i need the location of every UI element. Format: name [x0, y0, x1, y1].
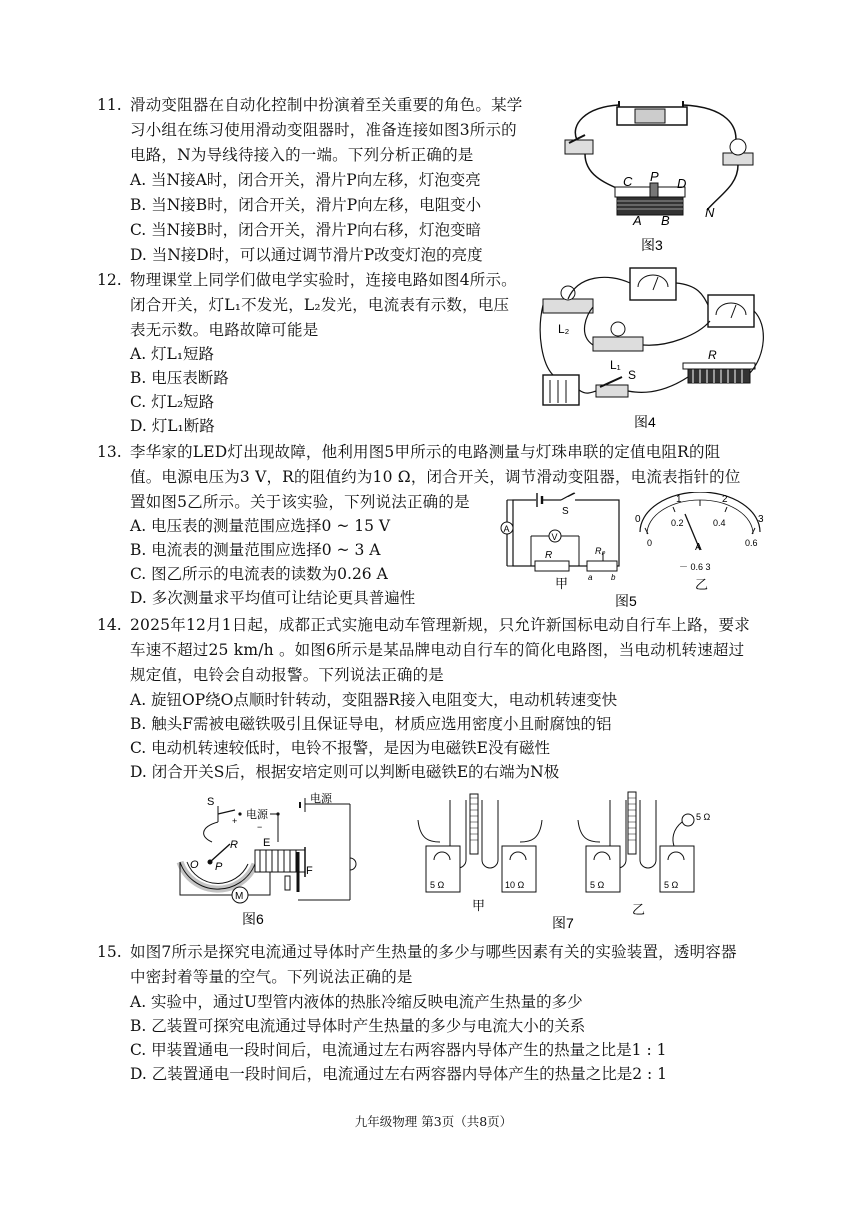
- figure-7-caption: 图7: [552, 915, 574, 931]
- option-c[interactable]: C. 当N接B时，闭合开关，滑片P向右移，灯泡变暗: [130, 221, 482, 239]
- option-b[interactable]: B. 电压表断路: [130, 369, 229, 387]
- option-d[interactable]: D. 当N接D时，可以通过调节滑片P改变灯泡的亮度: [130, 246, 483, 264]
- label-power-1: 电源: [246, 809, 268, 821]
- stem-line: 中密封着等量的空气。下列说法正确的是: [130, 968, 413, 986]
- label-a: A: [633, 213, 642, 228]
- stem-line: 置如图5乙所示。关于该实验，下列说法正确的是: [130, 493, 470, 511]
- figure-3-rheostat-circuit: [555, 95, 780, 265]
- scale-top-2: 2: [722, 494, 728, 505]
- scale-bottom-0.4: 0.4: [713, 518, 726, 528]
- label-power-2: 电源: [310, 793, 332, 805]
- figure-5-ammeter-dial: [635, 492, 764, 592]
- resistor-label: 5 Ω: [664, 880, 679, 890]
- label-r: R: [230, 839, 238, 851]
- label-s: S: [628, 368, 637, 382]
- voltmeter-symbol-label: V: [551, 532, 558, 542]
- figure-5: [495, 492, 775, 614]
- option-a[interactable]: A. 灯L₁短路: [130, 345, 215, 363]
- option-b[interactable]: B. 乙装置可探究电流通过导体时产生热量的多少与电流大小的关系: [130, 1017, 586, 1035]
- figure-5-circuit: [501, 493, 619, 591]
- scale-top-3: 3: [758, 514, 764, 525]
- figure-3-caption: 图3: [641, 237, 663, 253]
- label-p: P: [215, 861, 223, 873]
- figure-7-sub-left: 甲: [472, 898, 486, 913]
- stem-line: 值。电源电压为3 V，R的阻值约为10 Ω，闭合开关，调节滑动变阻器，电流表指针的位: [130, 468, 741, 486]
- stem-line: 物理课堂上同学们做电学实验时，连接电路如图4所示。: [130, 271, 517, 289]
- stem-line: 规定值，电铃会自动报警。下列说法正确的是: [130, 666, 445, 684]
- resistor-label: 5 Ω: [696, 812, 711, 822]
- figure-5-sub-right: 乙: [695, 577, 709, 592]
- figure-4-caption: 图4: [634, 414, 656, 430]
- figure-7-setup-right: [578, 792, 711, 917]
- label-s: S: [562, 506, 569, 517]
- stem-line: 如图7所示是探究电流通过导体时产生热量的多少与哪些因素有关的实验装置，透明容器: [130, 943, 737, 961]
- label-s: S: [207, 796, 215, 808]
- label-o: O: [190, 859, 199, 871]
- option-d[interactable]: D. 闭合开关S后，根据安培定则可以判断电磁铁E的右端为N极: [130, 763, 560, 781]
- option-a[interactable]: A. 当N接A时，闭合开关，滑片P向左移，灯泡变亮: [130, 171, 481, 189]
- label-m: M: [235, 891, 244, 902]
- figure-4-two-lamp-circuit: [538, 265, 778, 435]
- stem-line: 李华家的LED灯出现故障，他利用图5甲所示的电路测量与灯珠串联的定值电阻R的阻: [130, 443, 721, 461]
- label-r: R: [545, 550, 553, 561]
- label-n: N: [705, 205, 715, 220]
- label-c: C: [623, 174, 633, 189]
- option-c[interactable]: C. 灯L₂短路: [130, 393, 215, 411]
- question-11-number: 11.: [97, 96, 122, 114]
- figure-5-caption: 图5: [615, 593, 637, 609]
- resistor-label: 5 Ω: [430, 880, 445, 890]
- question-14-number: 14.: [97, 616, 122, 634]
- figure-7-sub-right: 乙: [632, 902, 646, 917]
- figure-7-setup-left: [418, 794, 542, 913]
- question-13-number: 13.: [97, 443, 122, 461]
- option-c[interactable]: C. 电动机转速较低时，电铃不报警，是因为电磁铁E没有磁性: [130, 739, 550, 757]
- option-d[interactable]: D. 灯L₁断路: [130, 417, 215, 435]
- question-12-number: 12.: [97, 271, 122, 289]
- scale-top-1: 1: [676, 494, 682, 505]
- label-b: B: [661, 213, 670, 228]
- ammeter-symbol-label: A: [503, 524, 510, 534]
- label-plus: +: [232, 816, 238, 826]
- option-d[interactable]: D. 多次测量求平均值可让结论更具普遍性: [130, 589, 416, 607]
- label-l2: L₂: [558, 322, 570, 336]
- option-b[interactable]: B. 触头F需被电磁铁吸引且保证导电，材质应选用密度小且耐腐蚀的铝: [130, 715, 612, 733]
- option-a[interactable]: A. 实验中，通过U型管内液体的热胀冷缩反映电流产生热量的多少: [130, 993, 583, 1011]
- figure-6-caption: 图6: [242, 911, 264, 927]
- option-c[interactable]: C. 图乙所示的电流表的读数为0.26 A: [130, 565, 388, 583]
- figure-6-alarm-circuit: [160, 792, 375, 932]
- resistor-label: 10 Ω: [505, 880, 525, 890]
- label-e: E: [263, 837, 271, 849]
- stem-line: 电路，N为导线待接入的一端。下列分析正确的是: [130, 146, 474, 164]
- stem-line: 2025年12月1日起，成都正式实施电动车管理新规，只允许新国标电动自行车上路，要求: [130, 616, 750, 634]
- scale-bottom-0: 0: [647, 538, 653, 548]
- option-c[interactable]: C. 甲装置通电一段时间后，电流通过左右两容器内导体产生的热量之比是1 : 1: [130, 1041, 667, 1059]
- label-d: D: [677, 176, 687, 191]
- page-footer: 九年级物理 第3页（共8页）: [354, 1114, 513, 1129]
- resistor-label: 5 Ω: [590, 880, 605, 890]
- option-b[interactable]: B. 当N接B时，闭合开关，滑片P向左移，电阻变小: [130, 196, 482, 214]
- label-a: a: [588, 573, 593, 582]
- label-r: R: [708, 348, 717, 362]
- stem-line: 滑动变阻器在自动化控制中扮演着至关重要的角色。某学: [130, 96, 523, 114]
- label-minus: −: [257, 822, 263, 832]
- scale-bottom-0.2: 0.2: [671, 518, 684, 528]
- label-l1: L₁: [610, 358, 621, 372]
- label-b: b: [611, 573, 616, 582]
- option-a[interactable]: A. 旋钮OP绕O点顺时针转动，变阻器R接入电阻变大，电动机转速变快: [130, 691, 618, 709]
- figure-5-sub-left: 甲: [555, 576, 569, 591]
- meter-unit-label: A: [695, 542, 702, 553]
- stem-line: 表无示数。电路故障可能是: [130, 321, 319, 339]
- label-p: P: [650, 169, 659, 184]
- scale-bottom-0.6: 0.6: [745, 538, 758, 548]
- option-d[interactable]: D. 乙装置通电一段时间后，电流通过左右两容器内导体产生的热量之比是2 : 1: [130, 1065, 668, 1083]
- scale-top-0: 0: [635, 514, 641, 525]
- stem-line: 闭合开关，灯L₁不发光，L₂发光，电流表有示数，电压: [130, 296, 510, 314]
- stem-line: 车速不超过25 km/h 。如图6所示是某品牌电动自行车的简化电路图，当电动机转速超过: [130, 641, 745, 659]
- option-a[interactable]: A. 电压表的测量范围应选择0 ~ 15 V: [130, 517, 391, 535]
- option-b[interactable]: B. 电流表的测量范围应选择0 ~ 3 A: [130, 541, 381, 559]
- figure-7-heating-apparatus: [410, 790, 730, 932]
- label-f: F: [306, 865, 313, 877]
- question-15-number: 15.: [97, 943, 122, 961]
- label-rp: Rₚ: [595, 546, 606, 556]
- meter-terminals: － 0.6 3: [679, 562, 711, 572]
- stem-line: 习小组在练习使用滑动变阻器时，准备连接如图3所示的: [130, 121, 517, 139]
